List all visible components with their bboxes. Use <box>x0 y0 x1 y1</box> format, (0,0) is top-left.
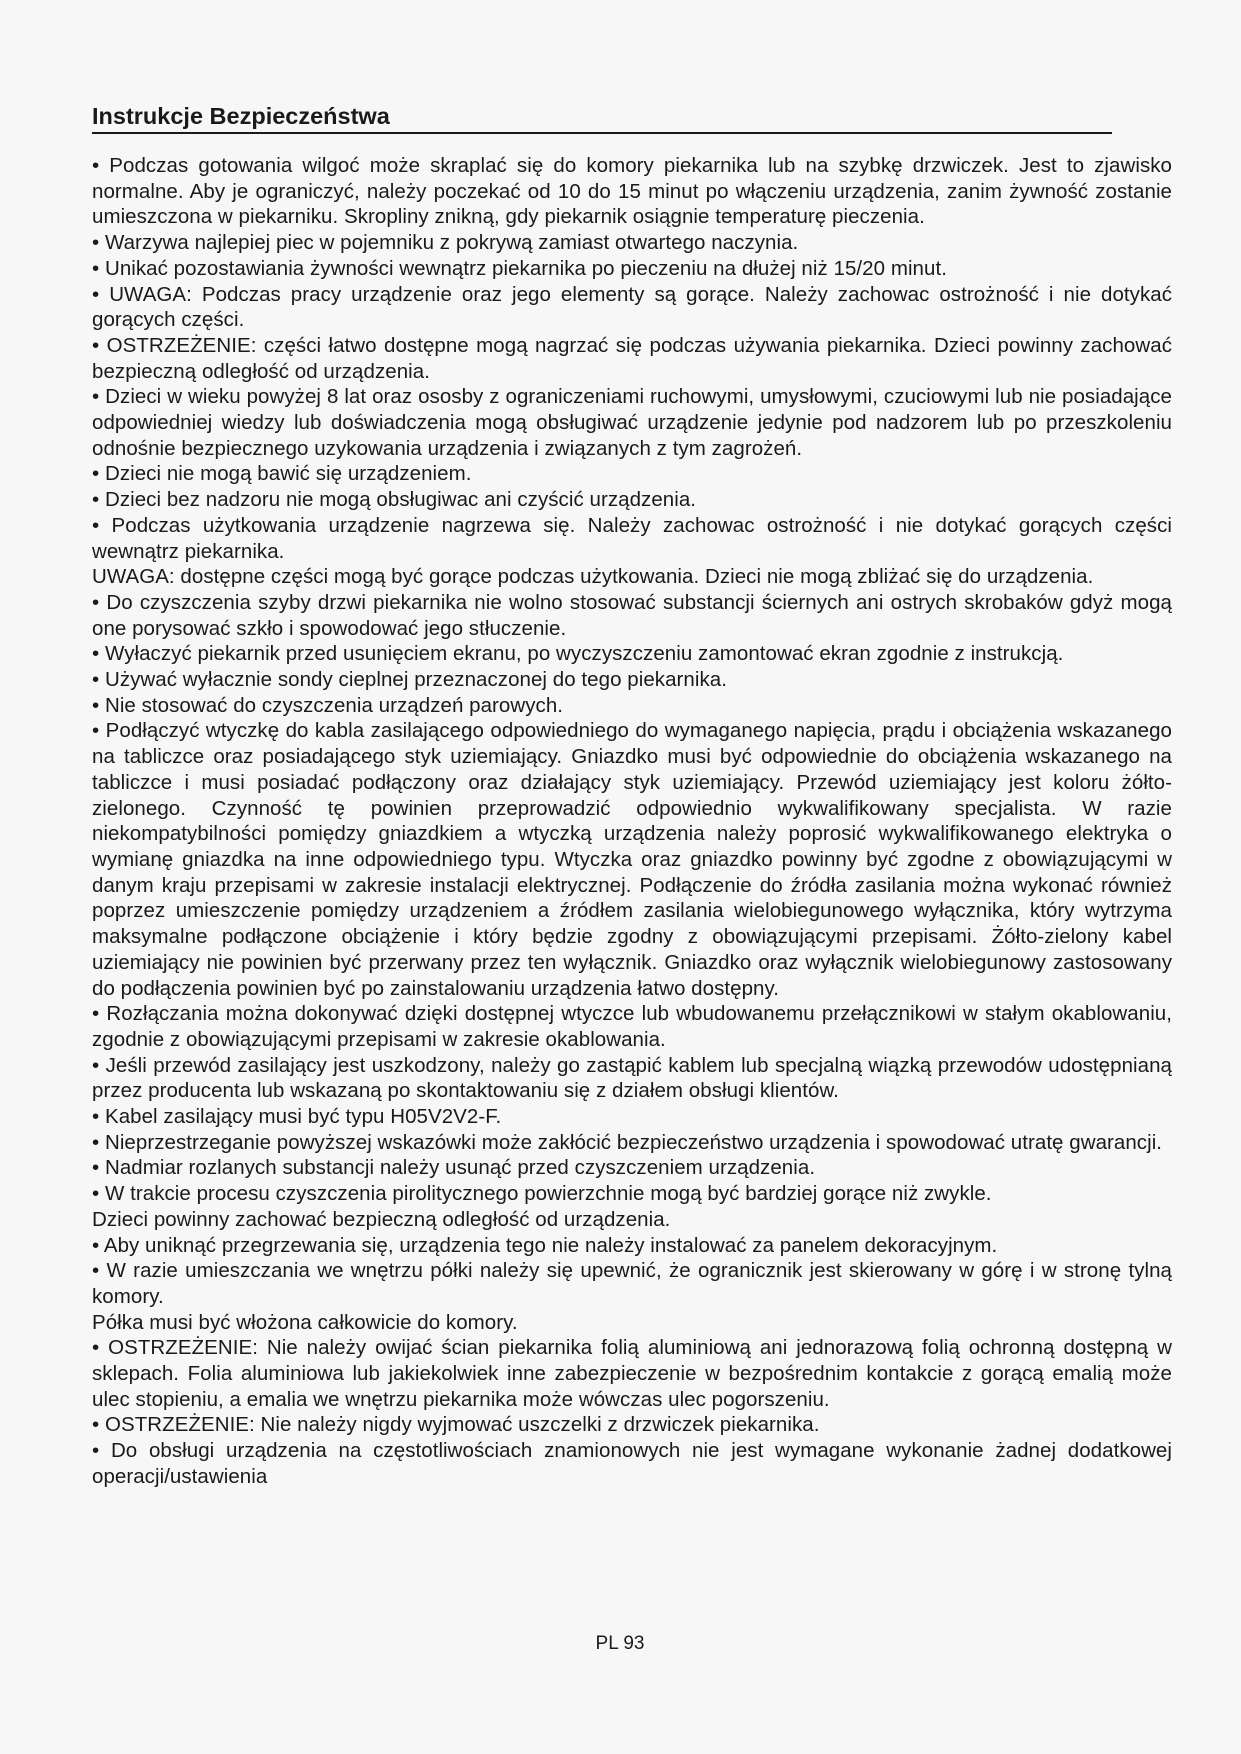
paragraph: • Dzieci w wieku powyżej 8 lat oraz ososby z ograniczeniami ruchowymi, umysłowymi, czuciowymi lub nie posiadające odpowiedniej wiedzy lub doświadczenia mogą obsługiwać urządzenie jedynie pod nadzorem lub po przeszkoleniu odnośnie bezpiecznego uzykowania urządzenia i związanych z tym zagrożeń. <box>92 385 1172 460</box>
paragraph: • OSTRZEŻENIE: części łatwo dostępne mogą nagrzać się podczas używania piekarnika. Dzieci powinny zachować bezpieczną odległość od urządzenia. <box>92 333 1172 383</box>
paragraph: • Nie stosować do czyszczenia urządzeń parowych. <box>92 693 564 717</box>
paragraph: • UWAGA: Podczas pracy urządzenie oraz jego elementy są gorące. Należy zachowac ostrożność i nie dotykać gorących części. <box>92 282 1172 332</box>
paragraph: • Kabel zasilający musi być typu H05V2V2-F. <box>92 1105 502 1129</box>
paragraph: • Warzywa najlepiej piec w pojemniku z pokrywą zamiast otwartego naczynia. <box>92 231 799 255</box>
paragraph: • Dzieci bez nadzoru nie mogą obsługiwac ani czyścić urządzenia. <box>92 488 697 512</box>
safety-instructions-body <box>92 153 1172 1490</box>
paragraph: • Nadmiar rozlanych substancji należy usunąć przed czyszczeniem urządzenia. <box>92 1156 816 1180</box>
paragraph: UWAGA: dostępne części mogą być gorące podczas użytkowania. Dzieci nie mogą zbliżać się do urządzenia. <box>92 565 1094 589</box>
paragraph: • Wyłaczyć piekarnik przed usunięciem ekranu, po wyczyszczeniu zamontować ekran zgodnie z instrukcją. <box>92 642 1064 666</box>
paragraph: Półka musi być włożona całkowicie do komory. <box>92 1310 518 1334</box>
paragraph: • Podłączyć wtyczkę do kabla zasilającego odpowiedniego do wymaganego napięcia, prądu i obciążenia wskazanego na tabliczce oraz posiadającego styk uziemiający. Gniazdko musi być odpowiednie do obciążenia wskazanego na tabliczce i musi posiadać podłączony oraz działający styk uziemiający. Przewód uziemiający jest koloru żółto-zielonego. Czynność tę powinien przeprowadzić odpowiednio wykwalifikowany specjalista. W razie niekompatybilności pomiędzy gniazdkiem a wtyczką urządzenia należy poprosić wykwalifikowanego elektryka o wymianę gniazdka na inne odpowiedniego typu. Wtyczka oraz gniazdko powinny być zgodne z obowiązującymi w danym kraju przepisami w zakresie instalacji elektrycznej. Podłączenie do źródła zasilania można wykonać również poprzez umieszczenie pomiędzy urządzeniem a źródłem zasilania wielobiegunowego wyłącznika, który wytrzyma maksymalne podłączone obciążenie i który będzie zgodny z obowiązującymi przepisami. Żółto-zielony kabel uziemiający nie powinien być przerwany przez ten wyłącznik. Gniazdko oraz wyłącznik wielobiegunowy zastosowany do podłączenia powinien być po zainstalowaniu urządzenia łatwo dostępny. <box>92 719 1172 1000</box>
paragraph: • Jeśli przewód zasilający jest uszkodzony, należy go zastąpić kablem lub specjalną wiązką przewodów udostępnianą przez producenta lub wskazaną po skontaktowaniu się z działem obsługi klientów. <box>92 1053 1172 1103</box>
paragraph: • OSTRZEŻENIE: Nie należy owijać ścian piekarnika folią aluminiową ani jednorazową folią ochronną dostępną w sklepach. Folia aluminiowa lub jakiekolwiek inne zabezpieczenie w bezpośrednim kontakcie z gorącą emalią może ulec stopieniu, a emalia we wnętrzu piekarnika może wówczas ulec pogorszeniu. <box>92 1336 1172 1411</box>
paragraph: • Podczas gotowania wilgoć może skraplać się do komory piekarnika lub na szybkę drzwiczek. Jest to zjawisko normalne. Aby je ograniczyć, należy poczekać od 10 do 15 minut po włączeniu urządzenia, zanim żywność zostanie umieszczona w piekarniku. Skropliny znikną, gdy piekarnik osiągnie temperaturę pieczenia. <box>92 154 1172 229</box>
paragraph: • OSTRZEŻENIE: Nie należy nigdy wyjmować uszczelki z drzwiczek piekarnika. <box>92 1413 820 1437</box>
paragraph: • Do czyszczenia szyby drzwi piekarnika nie wolno stosować substancji ściernych ani ostrych skrobaków gdyż mogą one porysować szkło i spowodować jego stłuczenie. <box>92 590 1172 640</box>
page-number: PL 93 <box>595 1633 645 1654</box>
paragraph: • Unikać pozostawiania żywności wewnątrz piekarnika po pieczeniu na dłużej niż 15/20 minut. <box>92 256 947 280</box>
paragraph: • Dzieci nie mogą bawić się urządzeniem. <box>92 462 472 486</box>
paragraph: • Używać wyłacznie sondy cieplnej przeznaczonej do tego piekarnika. <box>92 668 727 692</box>
paragraph: • Nieprzestrzeganie powyższej wskazówki może zakłócić bezpieczeństwo urządzenia i spowodować utratę gwarancji. <box>92 1130 1163 1154</box>
paragraph: • Do obsługi urządzenia na częstotliwościach znamionowych nie jest wymagane wykonanie żadnej dodatkowej operacji/ustawienia <box>92 1439 1172 1488</box>
paragraph: • W razie umieszczania we wnętrzu półki należy się upewnić, że ogranicznik jest skierowany w górę i w stronę tylną komory. <box>92 1259 1172 1308</box>
paragraph: • Podczas użytkowania urządzenie nagrzewa się. Należy zachowac ostrożność i nie dotykać gorących części wewnątrz piekarnika. <box>92 513 1172 563</box>
paragraph: • W trakcie procesu czyszczenia pirolitycznego powierzchnie mogą być bardziej gorące niż zwykle. <box>92 1182 992 1206</box>
paragraph: • Aby uniknąć przegrzewania się, urządzenia tego nie należy instalować za panelem dekoracyjnym. <box>92 1233 998 1257</box>
page-title: Instrukcje Bezpieczeństwa <box>92 102 1112 134</box>
paragraph: • Rozłączania można dokonywać dzięki dostępnej wtyczce lub wbudowanemu przełącznikowi w stałym okablowaniu, zgodnie z obowiązującymi przepisami w zakresie okablowania. <box>92 1002 1172 1051</box>
paragraph: Dzieci powinny zachować bezpieczną odległość od urządzenia. <box>92 1207 671 1231</box>
